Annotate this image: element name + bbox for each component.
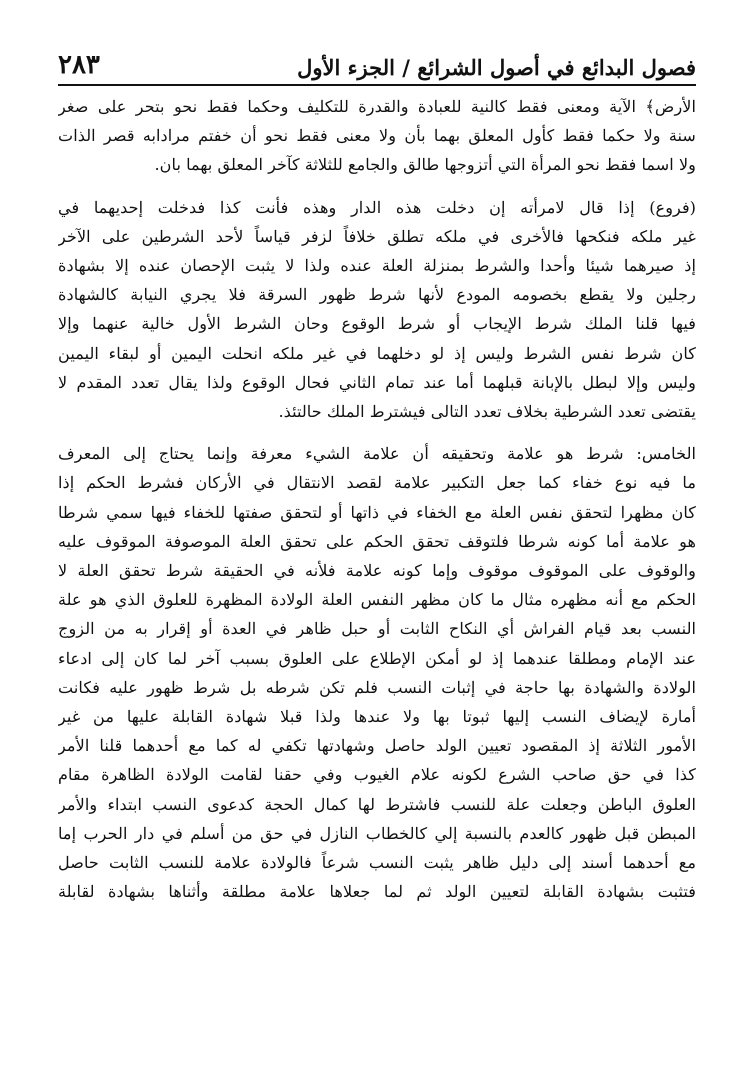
text-line: كان مظهرا لتحقق نفس العلة مع الخفاء في ذاتها أو لتحقق صفتها للخفاء فيها سمي شرطا [58,502,696,522]
page-number: ٢٨٣ [58,50,100,80]
header-title: فصول البدائع في أصول الشرائع / الجزء الأول [297,55,696,80]
text-line: إذ صيرهما شيئا وأحدا والشرط بمنزلة العلة عنده ولذا لا يثبت الإحصان عنده إلا بشهادة [58,256,696,276]
text-line: عند الإمام ومطلقا عندهما إذ لو أمكن الإطلاع على العلوق بسبب آخر لما كان إلى ادعاء [58,648,696,668]
text-line: مع أحدهما أسند إلى دليل ظاهر يثبت النسب شرعاً فالولادة علامة للنسب الثابت حاصل [58,853,696,873]
text-line: كان شرط نفس الشرط وليس إذ لو دخلهما في غير ملكه انحلت اليمين أو لبقاء اليمين [58,343,696,363]
text-line: يقتضى تعدد الشرطية بخلاف تعدد التالى فيشترط الملك حالتئذ. [278,402,696,422]
text-line: كذا في حق صاحب الشرع لكونه علام الغيوب وفي حقنا لقامت الولادة الظاهرة مقام [58,765,696,785]
text-line: ما فيه نوع خفاء كما جعل التكبير علامة لقصد الانتقال في الأركان فشرط الحكم إذا [58,473,696,493]
text-line: المبطن قبل ظهور كالعدم بالنسبة إلي كالخطاب النازل في حق من أسلم في دار الحرب إما [58,823,696,843]
text-line: العلوق الباطن وجعلت علة للنسب فاشترط لها كمال الحجة كدعوى النسب ابتداء والأمر [58,794,696,814]
text-line: هو علامة أما كونه شرطا فلتوقف تحقق الحكم على تحقق العلة الموصوفة الموقوف عليه [58,531,696,551]
text-line: الأرض﴾ الآية ومعنى فقط كالنية للعبادة والقدرة للتكليف وحكما فقط نحو بتحر على صغر [58,97,696,116]
text-line: الخامس: شرط هو علامة وتحقيقه أن علامة الشيء معرفة وإنما يحتاج إلى المعرف [58,444,696,464]
text-line: الولادة والشهادة بها حاجة في إثبات النسب فلم تكن شرطه بل شرط ظهور عليه فكانت [58,677,696,697]
running-header [58,40,696,86]
text-line: الحكم مع أنه مظهره مثال ما كان مظهر النفس العلة الولادة المظهرة للعلوق الذي هو علة [58,590,696,610]
text-line: والوقوف على الموقوف موقوف وإما كونه علامة فلأنه في الحقيقة شرط تحقق العلة لا [58,561,696,581]
text-line: رجلين ولا يقطع بخصومه المودع لأنها شرط ظهور السرقة فلا يجري النيابة كالشهادة [58,285,696,305]
text-line: فيها قلنا الملك شرط الإيجاب أو شرط الوقوع وحان الشرط الأول خالية عنهما وإلا [58,314,696,334]
paragraph-2 [58,193,696,427]
paragraph-1 [58,92,696,180]
text-line: وليس وإلا لبطل بالإبانة قبلهما أما عند تمام الثاني فحال الوقوع ولذا يقال تعدد المقدم لا [58,372,696,392]
text-line: ولا اسما فقط نحو المرأة التي أتزوجها طالق والجامع للثلاثة كآخر المعلق بهما بان. [154,155,696,175]
text-line: أمارة لإيضاف النسب إليها ثبوتا بها ولا عندها ولذا قبلا شهادة القابلة عليها من غير [58,707,696,727]
text-line: فتثبت بشهادة القابلة لتعيين الولد ثم لما جعلاها علامة مطلقة وأثناها بشهادة لقابلة [58,882,696,902]
body-text [58,92,696,919]
text-line: سنة ولا حكما فقط كأول المعلق بهما بأن ولا معنى فقط نحو أن خفتم مرادابه قصر الذات [58,126,696,146]
paragraph-3 [58,439,696,906]
text-line: الأمور الثلاثة إذ المقصود تعيين الولد حاصل وشهادتها تكفي له كما مع أحدهما قلنا الأمر [58,736,696,756]
text-line: النسب بعد قيام الفراش أي النكاح الثابت أو حبل ظاهر في العدة أو إقرار به من الزوج [58,619,696,639]
text-line: غير ملكه فنكحها فالأخرى في ملكه تطلق خلافاً لزفر قياساً لأحد الشرطين على الآخر [58,226,696,246]
text-line: (فروع) إذا قال لامرأته إن دخلت هذه الدار وهذه فأنت كذا فدخلت إحديهما في [58,197,696,217]
